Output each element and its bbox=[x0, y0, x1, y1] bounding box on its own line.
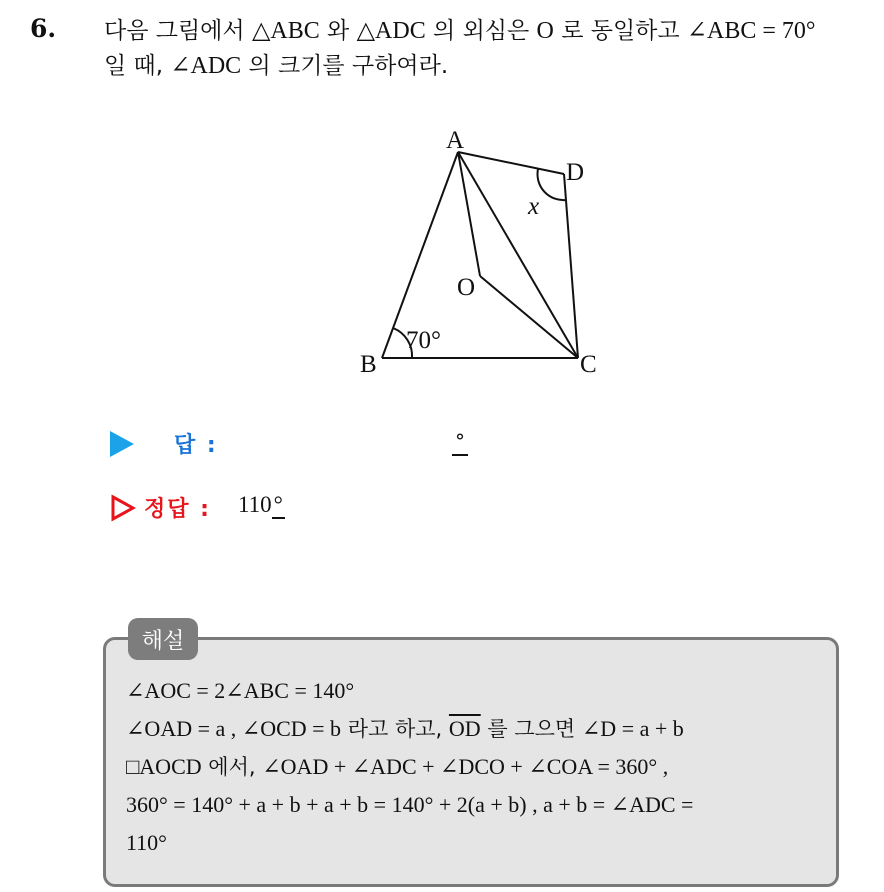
question-text bbox=[104, 14, 874, 84]
solution-line-4: 360° = 140° + a + b + a + b = 140° + 2(a + b) , a + b = ∠ADC = bbox=[126, 792, 694, 817]
solution-text bbox=[126, 672, 826, 862]
solution-line-1: ∠AOC = 2∠ABC = 140° bbox=[126, 678, 355, 703]
label-a: A bbox=[446, 127, 465, 154]
answer-label: 답 : bbox=[174, 433, 218, 458]
solution-line-2: ∠OAD = a , ∠OCD = b 라고 하고, $\overline{OD}$ 를 그으면 ∠D = a + b bbox=[126, 716, 684, 741]
angle-b-label: 70° bbox=[406, 327, 441, 354]
correct-answer-row bbox=[110, 492, 211, 523]
solution-line-3: □AOCD 에서, ∠OAD + ∠ADC + ∠DCO + ∠COA = 360° , bbox=[126, 754, 669, 779]
answer-row bbox=[110, 428, 218, 459]
correct-answer-value: 110° bbox=[238, 492, 283, 517]
label-c: C bbox=[580, 351, 597, 378]
answer-blank[interactable]: ° bbox=[452, 428, 468, 456]
question-line-2: 일 때, ∠ADC 의 크기를 구하여라. bbox=[104, 53, 449, 79]
angle-d-label: x bbox=[528, 193, 540, 220]
question-number: 6. bbox=[30, 14, 57, 43]
geometry-figure bbox=[340, 118, 620, 388]
segment-dc bbox=[564, 174, 578, 358]
solution-line-5: 110° bbox=[126, 830, 167, 855]
label-b: B bbox=[360, 351, 377, 378]
outline-triangle-icon bbox=[110, 494, 136, 522]
correct-answer-label: 정답 : bbox=[144, 497, 211, 522]
segment-oc bbox=[480, 276, 578, 358]
segment-ad bbox=[458, 152, 564, 174]
label-o: O bbox=[457, 274, 476, 301]
question-line-1: 다음 그림에서 △ABC 와 △ADC 의 외심은 O 로 동일하고 ∠ABC = 70° bbox=[104, 18, 816, 44]
solution-tag: 해설 bbox=[128, 618, 198, 660]
play-triangle-icon bbox=[110, 431, 134, 457]
label-d: D bbox=[566, 159, 585, 186]
